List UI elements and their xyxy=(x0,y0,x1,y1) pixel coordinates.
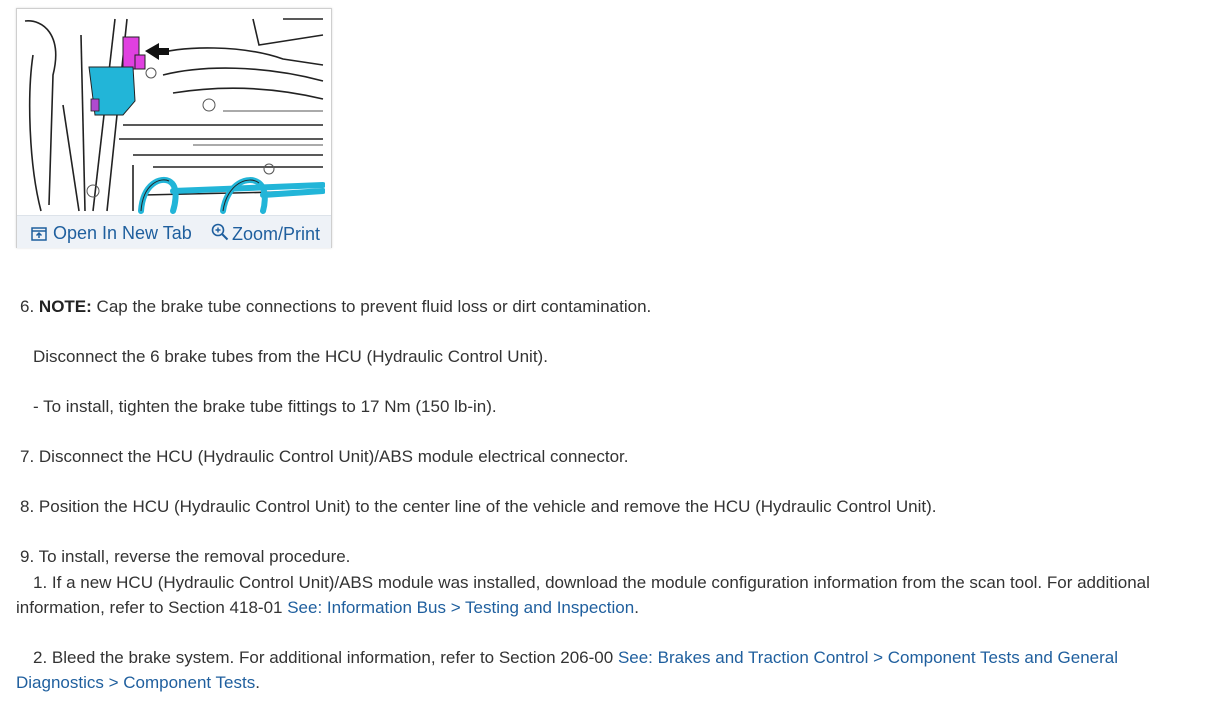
figure-actions xyxy=(17,215,331,248)
zoom-print-link[interactable] xyxy=(211,223,320,245)
open-in-new-tab-label: Open In New Tab xyxy=(53,223,192,243)
step-7: 7. Disconnect the HCU (Hydraulic Control Unit)/ABS module electrical connector. xyxy=(20,447,629,466)
step-9-substep-1: 1. If a new HCU (Hydraulic Control Unit)/ABS module was installed, download the module configuration information from the scan tool. For additional information, refer to Section 418-01 See: Information Bus > Testing and Inspection. xyxy=(16,573,1150,617)
zoom-print-label: Zoom/Print xyxy=(232,224,321,244)
step-6-install-bullet: - To install, tighten the brake tube fittings to 17 Nm (150 lb-in). xyxy=(33,397,497,416)
step-9-substep-2: 2. Bleed the brake system. For additional information, refer to Section 206-00 See: Brakes and Traction Control > Component Tests and General Diagnostics > Component Tests. xyxy=(16,648,1118,692)
note-label: NOTE: xyxy=(38,297,92,316)
step-6-instruction: Disconnect the 6 brake tubes from the HCU (Hydraulic Control Unit). xyxy=(33,347,548,366)
open-in-new-tab-link[interactable] xyxy=(31,223,192,244)
step-9: 9. To install, reverse the removal procedure. xyxy=(20,547,351,566)
zoom-in-icon xyxy=(211,223,229,241)
substep-2-text: 2. Bleed the brake system. For additional information, refer to Section 206-00 xyxy=(33,648,614,667)
step-8: 8. Position the HCU (Hydraulic Control Unit) to the center line of the vehicle and remove the HCU (Hydraulic Control Unit). xyxy=(20,497,937,516)
engine-illustration[interactable] xyxy=(23,15,325,215)
brakes-traction-control-link[interactable]: See: Brakes and Traction Control > Component Tests and General Diagnostics > Component Tests xyxy=(16,648,1118,692)
open-new-tab-icon xyxy=(31,227,47,241)
figure-panel xyxy=(16,8,332,248)
note-text: Cap the brake tube connections to prevent fluid loss or dirt contamination. xyxy=(96,297,652,316)
step-6-note xyxy=(20,296,651,318)
information-bus-link[interactable]: See: Information Bus > Testing and Inspection xyxy=(287,598,635,617)
step-6-number: 6. xyxy=(20,297,35,316)
substep-1-text: 1. If a new HCU (Hydraulic Control Unit)/ABS module was installed, download the module configuration information from the scan tool. For additional information, refer to Section 418-01 xyxy=(16,573,1150,617)
